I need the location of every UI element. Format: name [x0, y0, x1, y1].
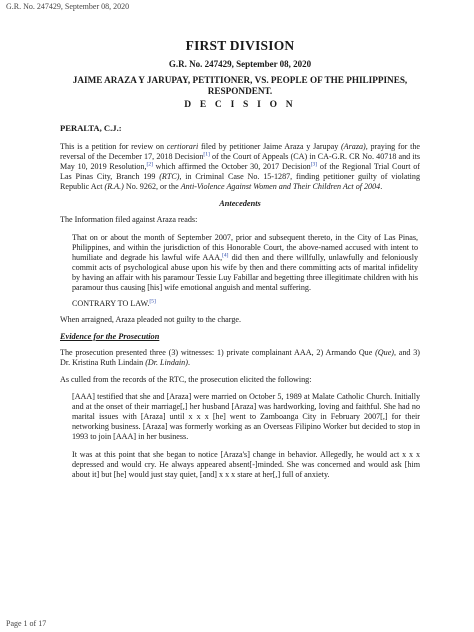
ponente: PERALTA, C.J.: — [60, 123, 122, 133]
page-footer: Page 1 of 17 — [6, 619, 47, 628]
footnote-link-3[interactable]: [3] — [310, 161, 318, 168]
intro-paragraph: This is a petition for review on certiorari filed by petitioner Jaime Araza y Jarupay (Araza), praying for the reversal of the December 17, 2018 Decision[1] of the Court of Appeals (CA) in CA-G.R. CR No. 40718 and its May 10, 2019 Resolution,[2] which affirmed the October 30, 2017 Decision[3] of the Regional Trial Court of Las Pinas City, Branch 199 (RTC), in Criminal Case No. 15-1287, finding petitioner guilty of violating Republic Act (R.A.) No. 9262, or the Anti-Violence Against Women and Their Children Act of 2004. — [60, 142, 421, 192]
footnote-link-1[interactable]: [1] — [203, 151, 210, 158]
antecedents-heading: Antecedents — [219, 199, 261, 209]
testimony-quote — [72, 392, 420, 481]
arraignment-paragraph: When arraigned, Araza pleaded not guilty to the charge. — [60, 315, 241, 325]
case-number: G.R. No. 247429, September 08, 2020 — [168, 59, 312, 69]
decision-title: D E C I S I O N — [184, 100, 296, 110]
culled-paragraph: As culled from the records of the RTC, the prosecution elicited the following: — [60, 375, 312, 385]
prosecution-paragraph: The prosecution presented three (3) witnesses: 1) private complainant AAA, 2) Armando Que (Que), and 3) Dr. Kristina Ruth Lindain (Dr. Lindain). — [60, 348, 421, 368]
information-intro: The Information filed against Araza reads: — [60, 215, 198, 225]
footnote-link-5[interactable]: [5] — [149, 298, 156, 305]
running-header: G.R. No. 247429, September 08, 2020 — [6, 2, 130, 11]
case-parties: JAIME ARAZA Y JARUPAY, PETITIONER, VS. PEOPLE OF THE PHILIPPINES, RESPONDENT. — [72, 75, 408, 96]
footnote-link-4[interactable]: [4] — [222, 252, 229, 259]
footnote-link-2[interactable]: [2] — [146, 161, 153, 168]
division-heading: FIRST DIVISION — [185, 38, 295, 53]
document-page — [60, 38, 420, 480]
information-quote — [72, 233, 418, 294]
information-text: That on or about the month of September 2007, prior and subsequent thereto, in the City of Las Pinas, Philippines, and within the jurisdiction of this Honorable Court, the above-named accused with intent to humiliate and degrade his lawful wife AAA,[4] did then and there willfully, unlawfully and feloniously commit acts of psychological abuse upon his wife by then and there committing acts of marital infidelity by having an affair with his paramour Tessie Luy Fabillar and begetting three illegitimate children with his paramour thus causing [his] wife emotional anguish and mental suffering. — [72, 232, 419, 293]
testimony-paragraph-2: It was at this point that she began to notice [Araza's] change in behavior. Allegedly, he would act x x x depressed and would cry. He always appeared absent[-]minded. She was concerned and would ask [him about it] but [he] would just stay quiet, [and] x x x stare at her[,] full of anxiety. — [72, 449, 420, 480]
testimony-paragraph-1: [AAA] testified that she and [Araza] were married on October 5, 1989 at Malate Catholic Church. Initially and at the onset of their marriage[,] her husband [Araza] was hardworking, loving and faithful. She had no marital issues with [Araza] until x x x [he] went to Zamboanga City in February 2007[,] for their networking business. [Araza] was formerly working as an Overseas Filipino Worker but decided to stop in 1993 to join [AAA] in her business. — [72, 391, 420, 441]
contrary-to-law: CONTRARY TO LAW.[5] — [72, 298, 156, 309]
evidence-heading: Evidence for the Prosecution — [60, 332, 160, 342]
